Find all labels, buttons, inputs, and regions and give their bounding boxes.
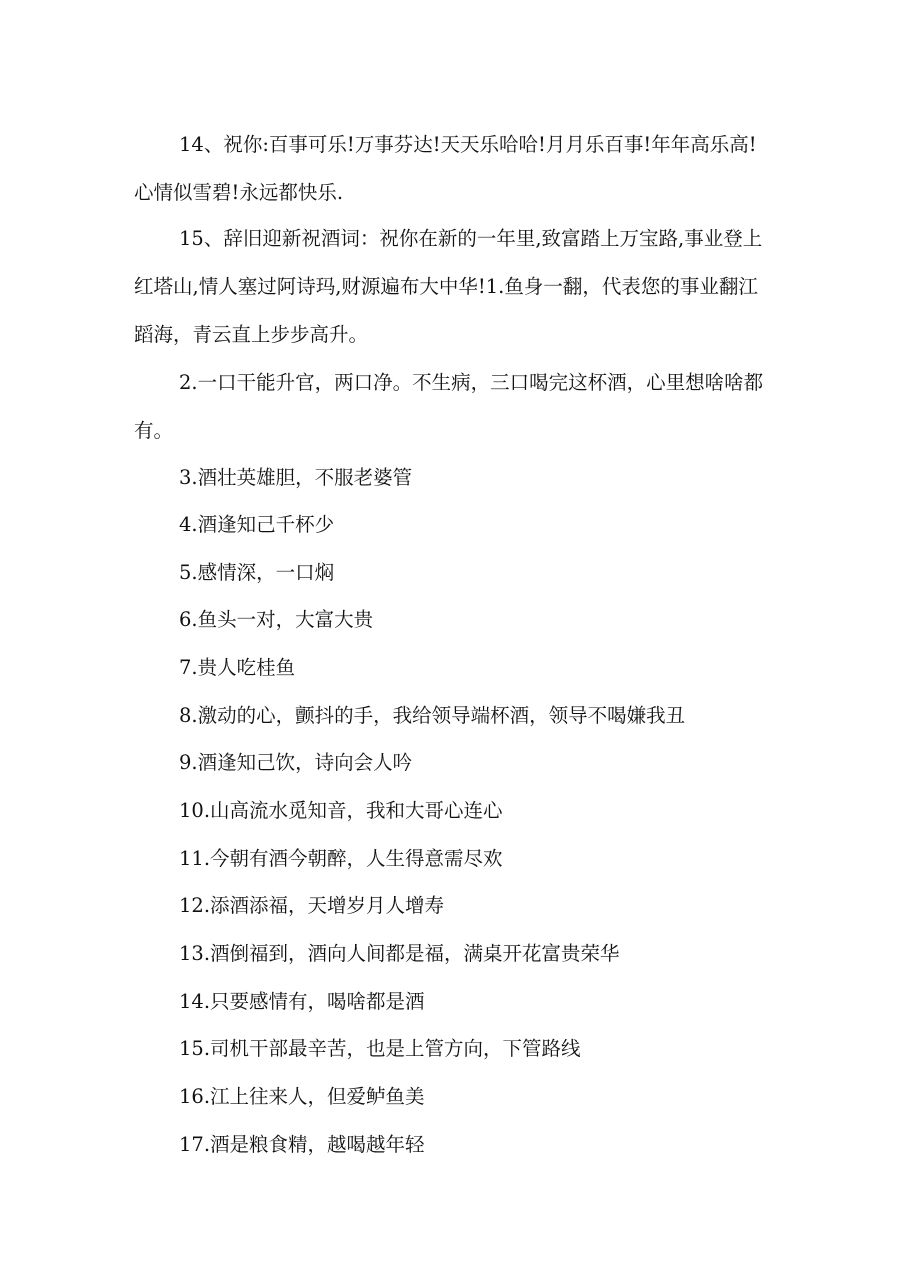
list-item: 6.鱼头一对，大富大贵 xyxy=(179,608,374,631)
list-item: 4.酒逢知己千杯少 xyxy=(179,513,335,536)
paragraph-14: 14、祝你:百事可乐!万事芬达!天天乐哈哈!月月乐百事!年年高乐高!心情似雪碧!永远都快乐. xyxy=(134,133,757,204)
list-item: 15.司机干部最辛苦，也是上管方向，下管路线 xyxy=(179,1037,581,1060)
list-item: 17.酒是粮食精，越喝越年轻 xyxy=(179,1133,425,1156)
list-item: 13.酒倒福到，酒向人间都是福，满桌开花富贵荣华 xyxy=(179,942,620,965)
list-item: 16.江上往来人，但爱鲈鱼美 xyxy=(179,1085,425,1108)
list-item: 11.今朝有酒今朝醉，人生得意需尽欢 xyxy=(179,847,503,870)
paragraph-15: 15、辞旧迎新祝酒词：祝你在新的一年里,致富踏上万宝路,事业登上红塔山,情人塞过阿诗玛,财源遍布大中华!1.鱼身一翻，代表您的事业翻江蹈海，青云直上步步高升。 xyxy=(134,227,763,346)
list-item: 7.贵人吃桂鱼 xyxy=(179,656,296,679)
list-item: 8.激动的心，颤抖的手，我给领导端杯酒，领导不喝嫌我丑 xyxy=(179,704,686,727)
list-item: 5.感情深，一口焖 xyxy=(179,561,335,584)
list-item: 9.酒逢知己饮，诗向会人吟 xyxy=(179,751,413,774)
list-item: 10.山高流水觅知音，我和大哥心连心 xyxy=(179,799,503,822)
paragraph-2: 2.一口干能升官，两口净。不生病，三口喝完这杯酒，心里想啥啥都有。 xyxy=(134,371,764,442)
list-item: 14.只要感情有，喝啥都是酒 xyxy=(179,990,425,1013)
list-item: 3.酒壮英雄胆，不服老婆管 xyxy=(179,466,413,489)
list-item: 12.添酒添福，天增岁月人增寿 xyxy=(179,894,445,917)
